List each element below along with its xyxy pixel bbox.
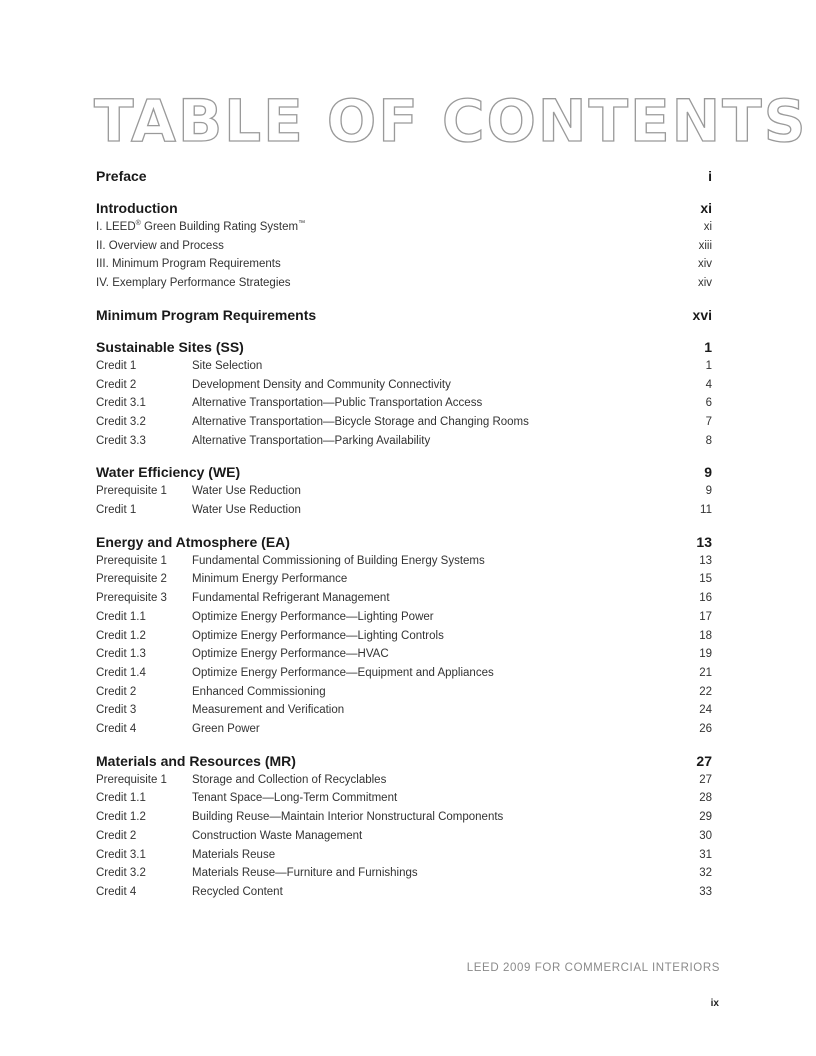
entry-title: Construction Waste Management xyxy=(192,829,363,842)
entry-page-number: 32 xyxy=(699,867,712,880)
section-heading[interactable] xyxy=(96,532,712,552)
entry-title: Optimize Energy Performance—Equipment and Appliances xyxy=(192,666,494,679)
toc-entry[interactable] xyxy=(96,864,712,883)
section-heading[interactable] xyxy=(96,462,712,482)
entry-page-number: xiv xyxy=(697,277,712,290)
entry-code: Credit 1.3 xyxy=(96,648,146,661)
entry-title: Optimize Energy Performance—Lighting Power xyxy=(192,610,434,623)
entry-page-number: 6 xyxy=(705,397,712,410)
entry-page-number: 8 xyxy=(705,434,712,447)
section-page-number: xvi xyxy=(692,306,712,323)
toc-section xyxy=(96,462,712,519)
entry-code: Credit 1 xyxy=(96,504,137,517)
entry-title: II. Overview and Process xyxy=(96,239,224,252)
entry-page-number: 31 xyxy=(699,848,712,861)
entry-title: Optimize Energy Performance—Lighting Controls xyxy=(192,629,444,642)
entry-page-number: 27 xyxy=(699,773,712,786)
entry-title: III. Minimum Program Requirements xyxy=(96,258,281,271)
toc-entry[interactable] xyxy=(96,720,712,739)
entry-page-number: xi xyxy=(703,221,712,233)
entry-code: Credit 2 xyxy=(96,378,137,391)
section-heading[interactable] xyxy=(96,166,712,186)
entry-page-number: 21 xyxy=(699,666,712,679)
entry-page-number: 19 xyxy=(699,648,712,661)
entry-code: Prerequisite 3 xyxy=(96,592,167,605)
entry-title: Materials Reuse xyxy=(192,848,276,861)
entry-code: Credit 4 xyxy=(96,885,137,898)
entry-code: Credit 1.1 xyxy=(96,610,146,623)
section-page-number: 13 xyxy=(696,533,712,550)
entry-title: IV. Exemplary Performance Strategies xyxy=(96,277,291,290)
section-page-number: i xyxy=(708,168,712,184)
section-title: Minimum Program Requirements xyxy=(96,306,317,323)
entry-code: Credit 2 xyxy=(96,685,137,698)
page-title: TABLE OF CONTENTS xyxy=(94,87,808,155)
entry-title: Recycled Content xyxy=(192,885,283,898)
entry-code: Credit 3.2 xyxy=(96,867,146,880)
section-page-number: 1 xyxy=(704,338,712,355)
section-page-number: 27 xyxy=(696,752,712,769)
entry-code: Credit 4 xyxy=(96,723,137,736)
entry-code: Credit 1.2 xyxy=(96,811,146,824)
entry-title: Site Selection xyxy=(192,359,263,372)
entry-page-number: 33 xyxy=(699,885,712,898)
entry-code: Credit 3.3 xyxy=(96,434,146,447)
entry-title: Fundamental Commissioning of Building Energy Systems xyxy=(192,554,485,567)
toc-entry[interactable] xyxy=(96,664,712,683)
section-heading[interactable] xyxy=(96,337,712,357)
entry-page-number: 4 xyxy=(705,378,712,391)
entry-title: Alternative Transportation—Bicycle Storage and Changing Rooms xyxy=(192,415,529,428)
section-heading[interactable] xyxy=(96,751,712,771)
entry-title: I. LEED® Green Building Rating System™ xyxy=(96,220,306,233)
entry-page-number: 16 xyxy=(699,592,712,605)
toc-entry[interactable] xyxy=(96,701,712,720)
toc-entry[interactable] xyxy=(96,789,712,808)
entry-code: Prerequisite 1 xyxy=(96,773,167,786)
entry-page-number: xiii xyxy=(698,239,712,252)
entry-page-number: 11 xyxy=(700,504,712,517)
entry-title: Building Reuse—Maintain Interior Nonstructural Components xyxy=(192,811,504,824)
entry-page-number: 30 xyxy=(699,829,712,842)
entry-code: Credit 1 xyxy=(96,359,137,372)
entry-code: Credit 3 xyxy=(96,704,137,717)
toc-section xyxy=(96,337,712,451)
entry-code: Prerequisite 2 xyxy=(96,573,167,586)
section-page-number: xi xyxy=(700,200,712,216)
entry-code: Credit 1.1 xyxy=(96,792,146,805)
toc-entry[interactable] xyxy=(96,237,712,256)
entry-code: Credit 1.2 xyxy=(96,629,146,642)
running-footer: LEED 2009 FOR COMMERCIAL INTERIORS xyxy=(466,962,720,974)
entry-title: Water Use Reduction xyxy=(192,504,301,517)
section-title: Energy and Atmosphere (EA) xyxy=(96,533,290,550)
toc-entry[interactable] xyxy=(96,394,712,413)
section-title: Introduction xyxy=(96,200,178,216)
entry-title: Measurement and Verification xyxy=(192,704,345,717)
toc-entry[interactable] xyxy=(96,255,712,274)
section-page-number: 9 xyxy=(704,464,712,481)
entry-title: Alternative Transportation—Public Transportation Access xyxy=(192,397,483,410)
entry-title: Optimize Energy Performance—HVAC xyxy=(192,648,389,661)
entry-page-number: 1 xyxy=(705,359,712,372)
toc-entry[interactable] xyxy=(96,846,712,865)
entry-title: Tenant Space—Long-Term Commitment xyxy=(192,792,398,805)
entry-code: Prerequisite 1 xyxy=(96,485,167,498)
entry-title: Green Power xyxy=(192,723,260,736)
toc-entry[interactable] xyxy=(96,771,712,790)
entry-page-number: 17 xyxy=(699,610,712,623)
entry-title: Fundamental Refrigerant Management xyxy=(192,592,390,605)
toc-entry[interactable] xyxy=(96,376,712,395)
page-number: ix xyxy=(710,998,719,1009)
toc-entry[interactable] xyxy=(96,552,712,571)
entry-title: Minimum Energy Performance xyxy=(192,573,348,586)
entry-page-number: xiv xyxy=(697,258,712,271)
entry-title: Alternative Transportation—Parking Availability xyxy=(192,434,431,447)
entry-page-number: 18 xyxy=(699,629,712,642)
entry-title: Materials Reuse—Furniture and Furnishings xyxy=(192,867,418,880)
entry-page-number: 28 xyxy=(699,792,712,805)
entry-code: Credit 3.1 xyxy=(96,848,146,861)
entry-title: Water Use Reduction xyxy=(192,485,301,498)
section-heading[interactable] xyxy=(96,198,712,218)
toc-entry[interactable] xyxy=(96,645,712,664)
toc-entry[interactable] xyxy=(96,627,712,646)
toc-entry[interactable] xyxy=(96,413,712,432)
toc-entry[interactable] xyxy=(96,808,712,827)
entry-title: Enhanced Commissioning xyxy=(192,685,326,698)
section-heading[interactable] xyxy=(96,305,712,325)
toc-entry[interactable] xyxy=(96,570,712,589)
section-title: Sustainable Sites (SS) xyxy=(96,338,244,355)
section-title: Materials and Resources (MR) xyxy=(96,752,296,769)
entry-code: Credit 3.1 xyxy=(96,397,146,410)
toc-entry[interactable] xyxy=(96,883,712,902)
toc-entry[interactable] xyxy=(96,432,712,451)
entry-title: Storage and Collection of Recyclables xyxy=(192,773,387,786)
section-title: Water Efficiency (WE) xyxy=(96,464,241,481)
toc-entry[interactable] xyxy=(96,589,712,608)
entry-code: Credit 1.4 xyxy=(96,666,146,679)
entry-page-number: 22 xyxy=(699,685,712,698)
table-of-contents xyxy=(96,166,712,914)
entry-page-number: 13 xyxy=(699,554,712,567)
toc-entry[interactable] xyxy=(96,683,712,702)
entry-page-number: 26 xyxy=(699,723,712,736)
section-title: Preface xyxy=(96,168,147,184)
toc-entry[interactable] xyxy=(96,827,712,846)
entry-page-number: 15 xyxy=(699,573,712,586)
toc-entry[interactable] xyxy=(96,608,712,627)
toc-entry[interactable] xyxy=(96,218,712,237)
entry-page-number: 29 xyxy=(699,811,712,824)
toc-entry[interactable] xyxy=(96,501,712,520)
entry-code: Credit 3.2 xyxy=(96,415,146,428)
entry-title: Development Density and Community Connectivity xyxy=(192,378,451,391)
toc-section xyxy=(96,166,712,186)
entry-page-number: 9 xyxy=(705,485,712,498)
toc-section xyxy=(96,305,712,325)
toc-entry[interactable] xyxy=(96,482,712,501)
entry-code: Prerequisite 1 xyxy=(96,554,167,567)
toc-section xyxy=(96,532,712,739)
toc-section xyxy=(96,198,712,293)
toc-section xyxy=(96,751,712,902)
entry-page-number: 7 xyxy=(705,415,712,428)
entry-code: Credit 2 xyxy=(96,829,137,842)
toc-entry[interactable] xyxy=(96,357,712,376)
entry-page-number: 24 xyxy=(699,704,712,717)
toc-entry[interactable] xyxy=(96,274,712,293)
